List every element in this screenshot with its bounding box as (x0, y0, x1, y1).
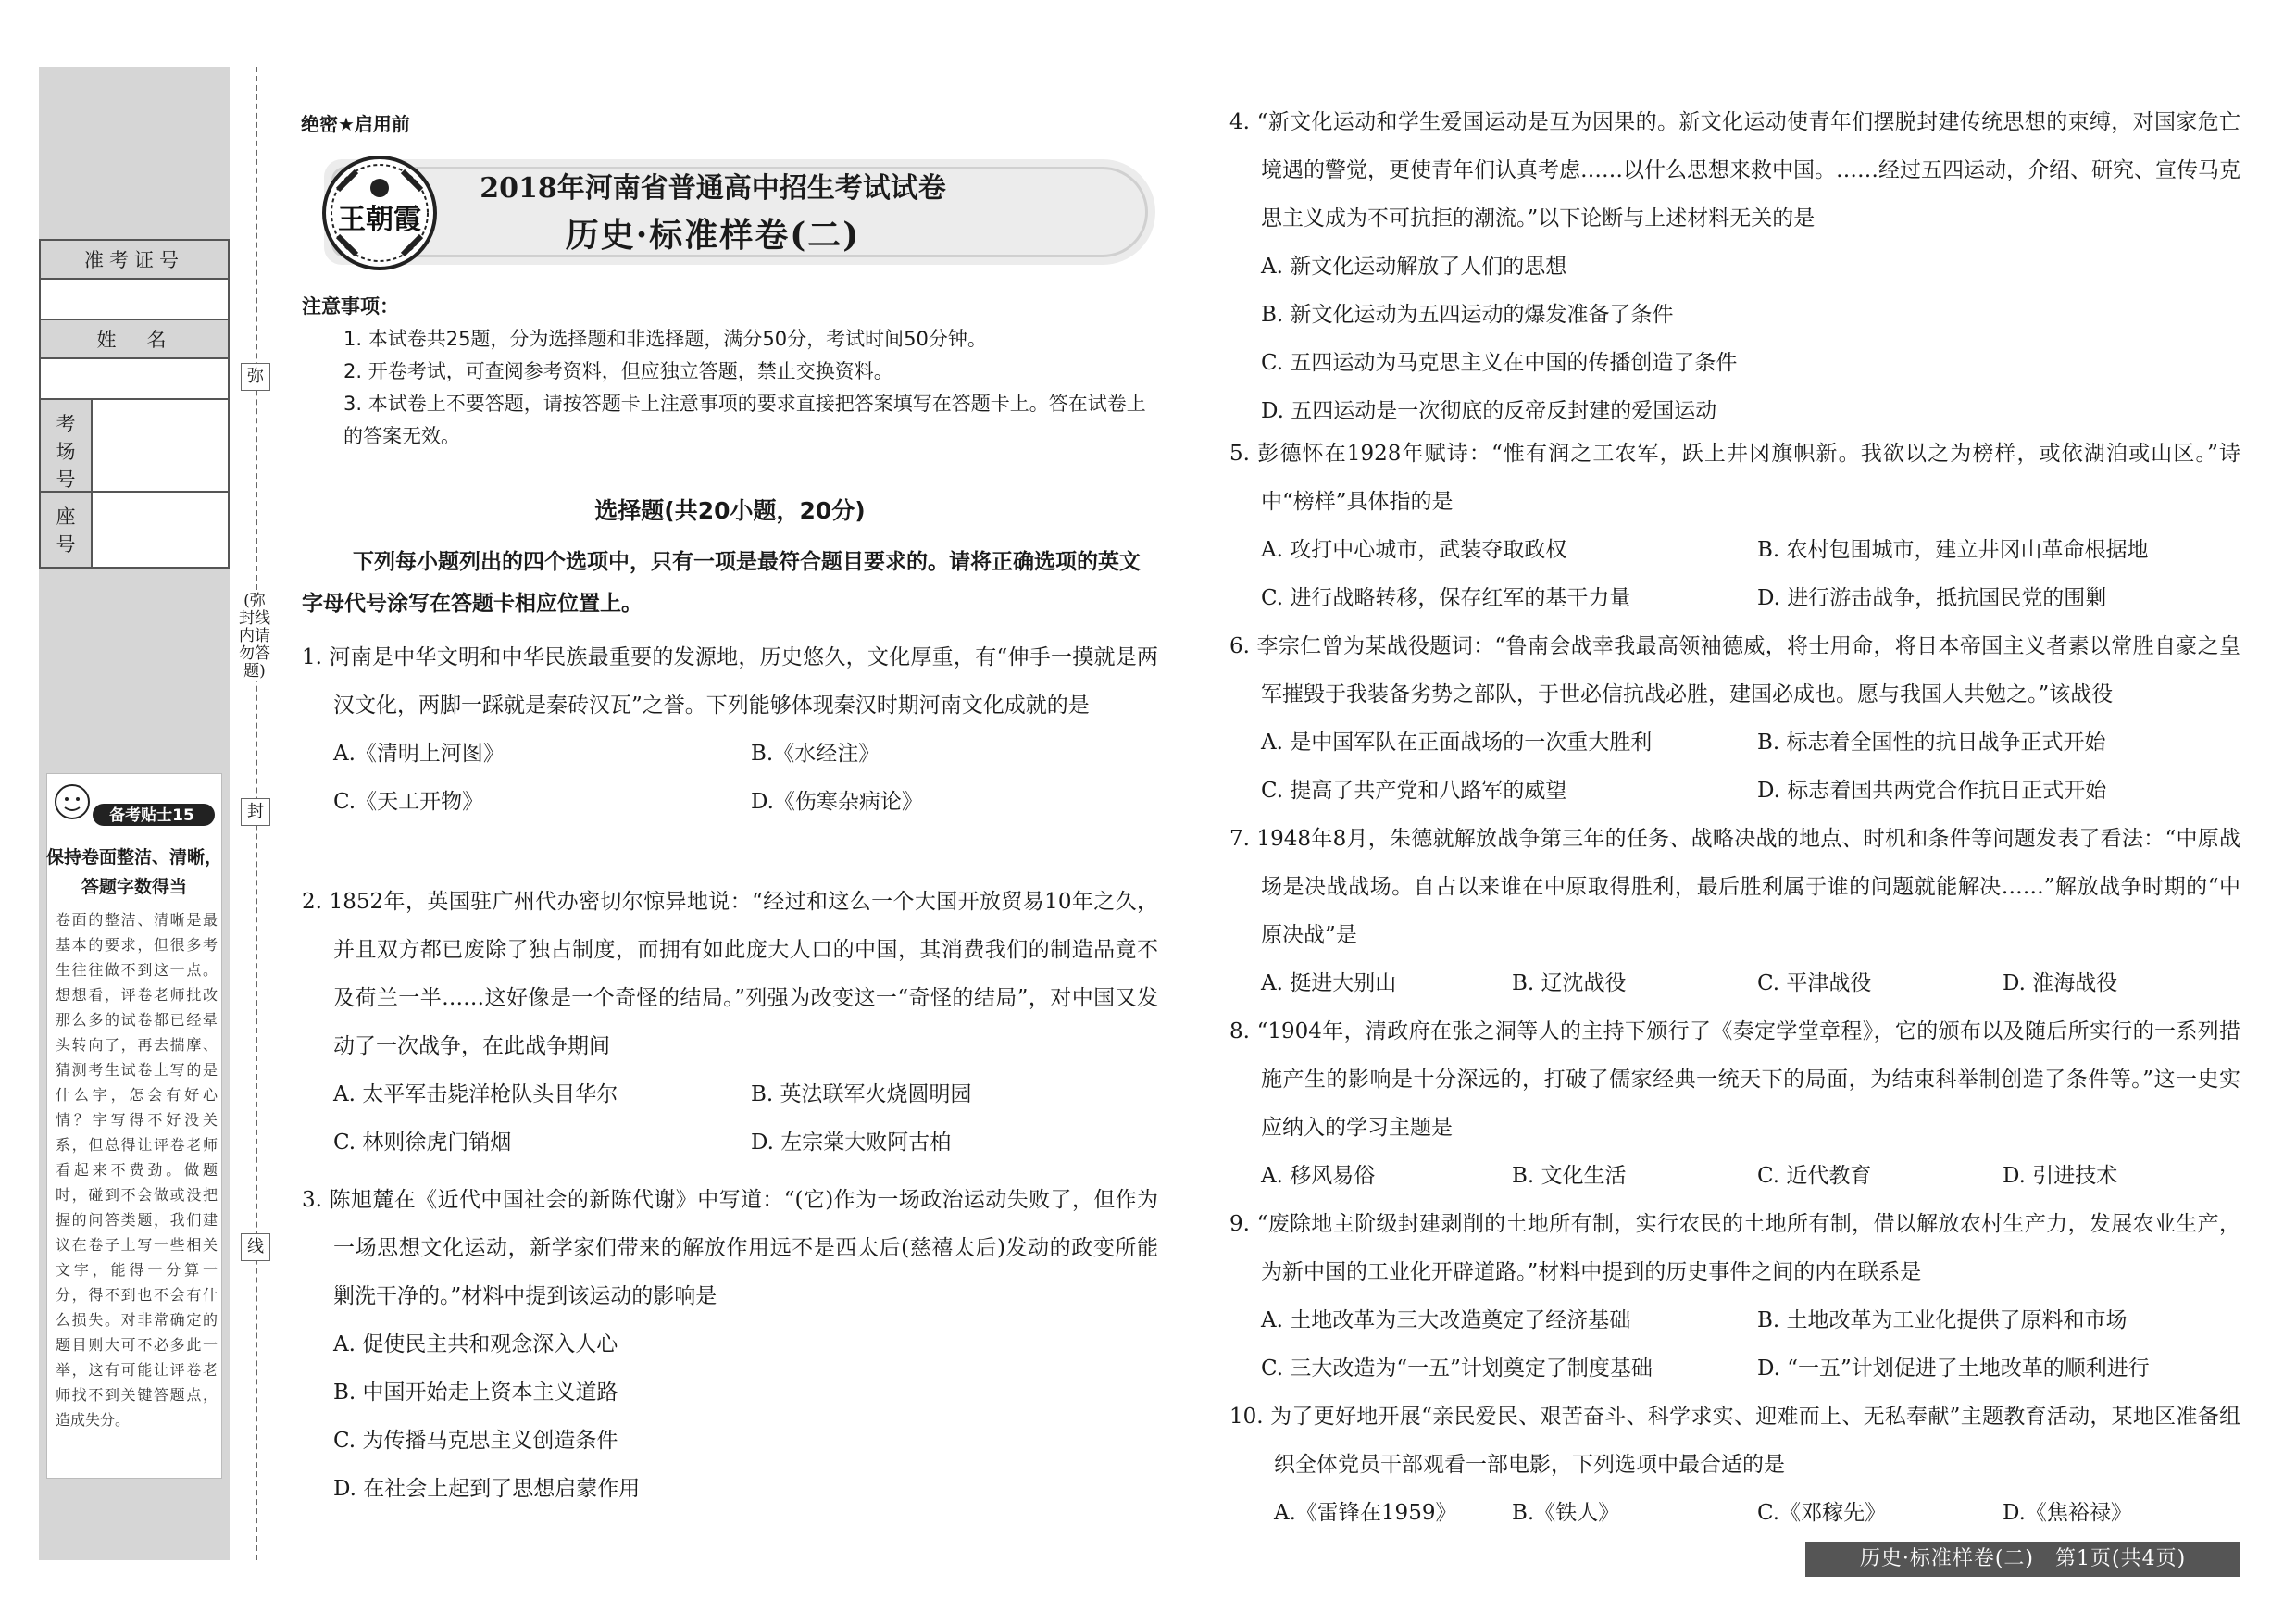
question-stem: 6. 李宗仁曾为某战役题词：“鲁南会战幸我最高领袖德威，将士用命，将日本帝国主义者素以常胜自豪之皇军摧毁于我装备劣势之部队，于世必信抗战必胜，建国必成也。愿与我国人共勉之。”该战役 (1229, 634, 2240, 706)
option-d[interactable]: D. 进行游击战争，抵抗国民党的围剿 (1757, 586, 2107, 610)
question-7 (1229, 815, 2240, 1007)
tip-title: 保持卷面整洁、清晰，答题字数得当 (46, 847, 223, 897)
seat-field[interactable] (93, 493, 228, 567)
option-c[interactable]: C. 平津战役 (1757, 971, 1872, 995)
question-stem: 9. “废除地主阶级封建剥削的土地所有制，实行农民的土地所有制，借以解放农村生产力，发展农业生产，为新中国的工业化开辟道路。”材料中提到的历史事件之间的内在联系是 (1229, 1212, 2240, 1284)
seat-label: 座 号 (41, 493, 93, 567)
option-b[interactable]: B. 新文化运动为五四运动的爆发准备了条件 (1261, 303, 1674, 327)
name-field[interactable] (41, 359, 228, 400)
option-c[interactable]: C. 三大改造为“一五”计划奠定了制度基础 (1261, 1356, 1653, 1381)
question-5 (1229, 430, 2240, 622)
option-b[interactable]: B. 标志着全国性的抗日战争正式开始 (1757, 731, 2106, 755)
question-stem: 4. “新文化运动和学生爱国运动是互为因果的。新文化运动使青年们摆脱封建传统思想的束缚，对国家危亡境遇的警觉，更使青年们认真考虑……以什么思想来救中国。……经过五四运动，介绍、研究、宣传马克思主义成为不可抗拒的潮流。”以下论断与上述材料无关的是 (1229, 110, 2240, 231)
option-d[interactable]: D. 在社会上起到了思想启蒙作用 (333, 1477, 641, 1501)
page-footer: 历史·标准样卷(二) 第1页(共4页) (1805, 1542, 2240, 1577)
seal-char-xian: 线 (241, 1233, 270, 1261)
option-a[interactable]: A. 挺进大别山 (1261, 971, 1397, 995)
option-b[interactable]: B. 文化生活 (1512, 1164, 1627, 1188)
question-8 (1229, 1007, 2240, 1200)
option-a[interactable]: A. 移风易俗 (1261, 1164, 1376, 1188)
option-d[interactable]: D. 标志着国共两党合作抗日正式开始 (1757, 779, 2107, 803)
exam-subtitle: 历史·标准样卷(二) (565, 216, 861, 255)
option-d[interactable]: D. 引进技术 (2003, 1164, 2118, 1188)
option-a[interactable]: A. 攻打中心城市，武装夺取政权 (1261, 538, 1567, 562)
option-d[interactable]: D. “一五”计划促进了土地改革的顺利进行 (1757, 1356, 2150, 1381)
option-b[interactable]: B.《水经注》 (751, 742, 880, 766)
room-label: 考 场 号 (41, 400, 93, 491)
option-c[interactable]: C. 近代教育 (1757, 1164, 1872, 1188)
option-c[interactable]: C. 进行战略转移，保存红军的基干力量 (1261, 586, 1631, 610)
option-b[interactable]: B. 农村包围城市，建立井冈山革命根据地 (1757, 538, 2149, 562)
option-c[interactable]: C. 林则徐虎门销烟 (333, 1131, 512, 1155)
question-stem: 1. 河南是中华文明和中华民族最重要的发源地，历史悠久，文化厚重，有“伸手一摸就是两汉文化，两脚一踩就是秦砖汉瓦”之誉。下列能够体现秦汉时期河南文化成就的是 (302, 645, 1158, 718)
seal-char-mi: 弥 (241, 363, 270, 391)
option-c[interactable]: C. 五四运动为马克思主义在中国的传播创造了条件 (1261, 351, 1738, 375)
confidential-label: 绝密★启用前 (301, 113, 410, 135)
option-d[interactable]: D.《焦裕禄》 (2003, 1501, 2132, 1525)
exam-title: 2018年河南省普通高中招生考试试卷 (480, 172, 946, 205)
name-label: 姓 名 (41, 320, 228, 359)
option-b[interactable]: B.《铁人》 (1512, 1501, 1620, 1525)
question-stem: 5. 彭德怀在1928年赋诗：“惟有润之工农军，跃上井冈旗帜新。我欲以之为榜样，或依湖泊或山区。”诗中“榜样”具体指的是 (1229, 442, 2240, 514)
option-d[interactable]: D.《伤寒杂病论》 (751, 790, 923, 814)
exam-id-label: 准考证号 (41, 241, 228, 280)
question-1 (302, 633, 1158, 826)
option-b[interactable]: B. 中国开始走上资本主义道路 (333, 1381, 618, 1405)
question-4 (1229, 98, 2240, 435)
publisher-logo (319, 153, 440, 273)
question-stem: 8. “1904年，清政府在张之洞等人的主持下颁行了《奏定学堂章程》，它的颁布以及随后所实行的一系列措施产生的影响是十分深远的，打破了儒家经典一统天下的局面，为结束科举制创造了条件等。”这一史实应纳入的学习主题是 (1229, 1019, 2240, 1140)
tip-banner (48, 776, 220, 833)
option-b[interactable]: B. 辽沈战役 (1512, 971, 1627, 995)
question-stem: 3. 陈旭麓在《近代中国社会的新陈代谢》中写道：“(它)作为一场政治运动失败了，但作为一场思想文化运动，新学家们带来的解放作用远不是西太后(慈禧太后)发动的政变所能剿洗干净的。”材料中提到该运动的影响是 (302, 1188, 1158, 1308)
option-a[interactable]: A. 新文化运动解放了人们的思想 (1261, 255, 1567, 279)
option-a[interactable]: A. 土地改革为三大改造奠定了经济基础 (1261, 1308, 1631, 1332)
logo-text: 王朝霞 (338, 204, 421, 236)
question-stem: 10. 为了更好地开展“亲民爱民、艰苦奋斗、科学求实、迎难而上、无私奉献”主题教育活动，某地区准备组织全体党员干部观看一部电影，下列选项中最合适的是 (1229, 1405, 2240, 1477)
section-instruction: 下列每小题列出的四个选项中，只有一项是最符合题目要求的。请将正确选项的英文字母代号涂写在答题卡相应位置上。 (302, 550, 1141, 616)
question-stem: 7. 1948年8月，朱德就解放战争第三年的任务、战略决战的地点、时机和条件等问题发表了看法：“中原战场是决战战场。自古以来谁在中原取得胜利，最后胜利属于谁的问题就能解决……”解放战争时期的“中原决战”是 (1229, 827, 2240, 947)
section-title: 选择题(共20小题，20分) (594, 497, 866, 524)
notice-item: 1. 本试卷共25题，分为选择题和非选择题，满分50分，考试时间50分钟。 (343, 328, 987, 350)
option-a[interactable]: A.《清明上河图》 (333, 742, 505, 766)
question-10 (1229, 1393, 2240, 1537)
option-c[interactable]: C.《天工开物》 (333, 790, 484, 814)
option-d[interactable]: D. 五四运动是一次彻底的反帝反封建的爱国运动 (1261, 399, 1717, 423)
tip-banner-text: 备考贴士15 (109, 806, 194, 825)
question-9 (1229, 1200, 2240, 1393)
option-a[interactable]: A.《雷锋在1959》 (1274, 1501, 1457, 1525)
exam-id-field[interactable] (41, 280, 228, 320)
room-field[interactable] (93, 400, 228, 491)
option-d[interactable]: D. 淮海战役 (2003, 971, 2118, 995)
option-c[interactable]: C.《邓稼先》 (1757, 1501, 1887, 1525)
option-c[interactable]: C. 为传播马克思主义创造条件 (333, 1429, 618, 1453)
tip-body: 卷面的整洁、清晰是最基本的要求，但很多考生往往做不到这一点。想想看，评卷老师批改那么多的试卷都已经晕头转向了，再去揣摩、猜测考生试卷上写的是什么字，怎会有好心情？字写得不好没关系，但总得让评卷老师看起来不费劲。做题时，碰到不会做或没把握的问答类题，我们建议在卷子上写一些相关文字，能得一分算一分，得不到也不会有什么损失。对非常确定的题目则大可不必多此一举，这有可能让评卷老师找不到关键答题点，造成失分。 (56, 911, 218, 1429)
notice-heading: 注意事项： (302, 295, 399, 318)
option-b[interactable]: B. 英法联军火烧圆明园 (751, 1082, 972, 1106)
option-c[interactable]: C. 提高了共产党和八路军的威望 (1261, 779, 1567, 803)
seal-char-feng: 封 (241, 798, 270, 826)
question-3 (302, 1176, 1158, 1513)
notice-item: 2. 开卷考试，可查阅参考资料，但应独立答题，禁止交换资料。 (343, 360, 893, 382)
option-b[interactable]: B. 土地改革为工业化提供了原料和市场 (1757, 1308, 2128, 1332)
seal-note: (弥封线内请勿答题) (239, 592, 270, 681)
question-stem: 2. 1852年，英国驻广州代办密切尔惊异地说：“经过和这么一个大国开放贸易10年之久，并且双方都已废除了独占制度，而拥有如此庞大人口的中国，其消费我们的制造品竟不及荷兰一半……这好像是一个奇怪的结局。”列强为改变这一“奇怪的结局”，对中国又发动了一次战争，在此战争期间 (302, 890, 1158, 1058)
option-d[interactable]: D. 左宗棠大败阿古柏 (751, 1131, 952, 1155)
candidate-info-table (39, 239, 230, 569)
option-a[interactable]: A. 促使民主共和观念深入人心 (333, 1332, 618, 1356)
notice-item: 3. 本试卷上不要答题，请按答题卡上注意事项的要求直接把答案填写在答题卡上。答在试卷上的答案无效。 (343, 393, 1146, 447)
option-a[interactable]: A. 是中国军队在正面战场的一次重大胜利 (1261, 731, 1653, 755)
question-6 (1229, 622, 2240, 815)
notice-section (302, 291, 1158, 453)
option-a[interactable]: A. 太平军击毙洋枪队头目华尔 (333, 1082, 618, 1106)
question-2 (302, 878, 1158, 1167)
